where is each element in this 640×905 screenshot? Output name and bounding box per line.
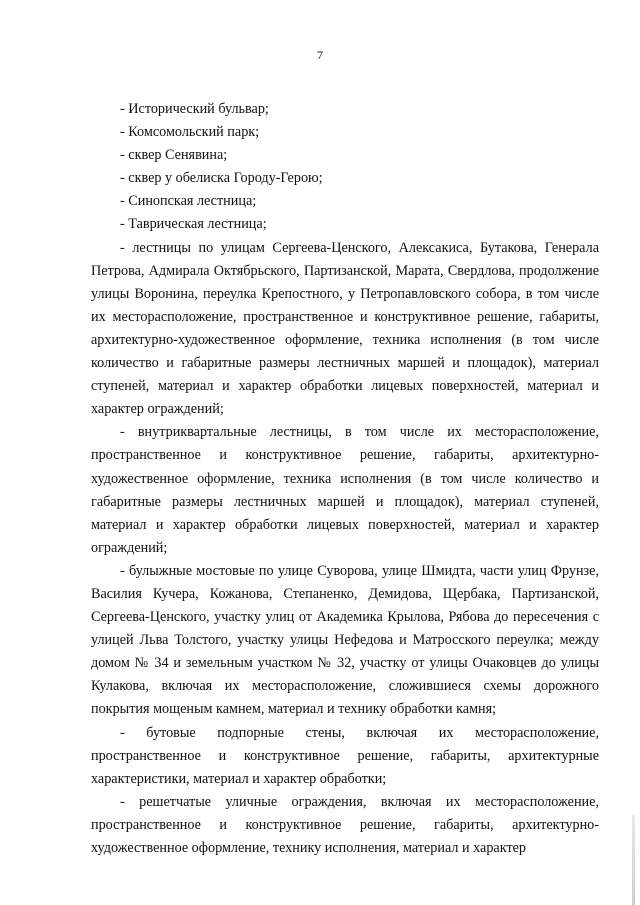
- paragraph-retaining-walls: - бутовые подпорные стены, включая их месторасположение, пространственное и конструктивное решение, габариты, архитектурные характеристики, материал и характер обработки;: [91, 724, 599, 787]
- list-item: - сквер у обелиска Городу-Герою;: [120, 170, 323, 187]
- page-number: 7: [317, 48, 323, 62]
- paragraph-stairs: - лестницы по улицам Сергеева-Ценского, Алексакиса, Бутакова, Генерала Петрова, Адмирала Октябрьского, Партизанской, Марата, Свердлова, продолжение улицы Воронина, переулка Крепостного, у Петропавловского собора, в том числе их месторасположение, пространственное и конструктивное решение, габариты, архитектурно-художественное оформление, техника исполнения (в том числе количество и габаритные размеры лестничных маршей и площадок), материал ступеней, материал и характер обработки лицевых поверхностей, материал и характер ограждений;: [91, 239, 599, 418]
- list-item: - Комсомольский парк;: [120, 124, 260, 141]
- scan-edge: [632, 815, 635, 905]
- paragraph-intrablock-stairs: - внутриквартальные лестницы, в том числе их месторасположение, пространственное и конструктивное решение, габариты, архитектурно-художественное оформление, техника исполнения (в том числе количество и габаритные размеры лестничных маршей и площадок), материал ступеней, материал и характер обработки лицевых поверхностей, материал и характер ограждений;: [91, 424, 599, 556]
- list-item: - Таврическая лестница;: [120, 216, 267, 233]
- paragraph-fences: - решетчатые уличные ограждения, включая их месторасположение, пространственное и конструктивное решение, габариты, архитектурно-художественное оформление, технику исполнения, материал и характер: [91, 793, 599, 856]
- list-item: - Исторический бульвар;: [120, 101, 269, 117]
- list-item: - Синопская лестница;: [120, 193, 257, 210]
- list-item: - сквер Сенявина;: [120, 147, 228, 164]
- document-body: [91, 98, 599, 860]
- paragraph-cobblestone: - булыжные мостовые по улице Суворова, улице Шмидта, части улиц Фрунзе, Василия Кучера, Кожанова, Степаненко, Демидова, Щербака, Партизанской, Сергеева-Ценского, участку улиц от Академика Крылова, Рябова до пересечения с улицей Льва Толстого, участку улицы Нефедова и Матросского переулка; между домом № 34 и земельным участком № 32, участку от улицы Очаковцев до улицы Кулакова, включая их месторасположение, сложившиеся схемы дорожного покрытия мощеным камнем, материал и технику обработки камня;: [91, 562, 599, 718]
